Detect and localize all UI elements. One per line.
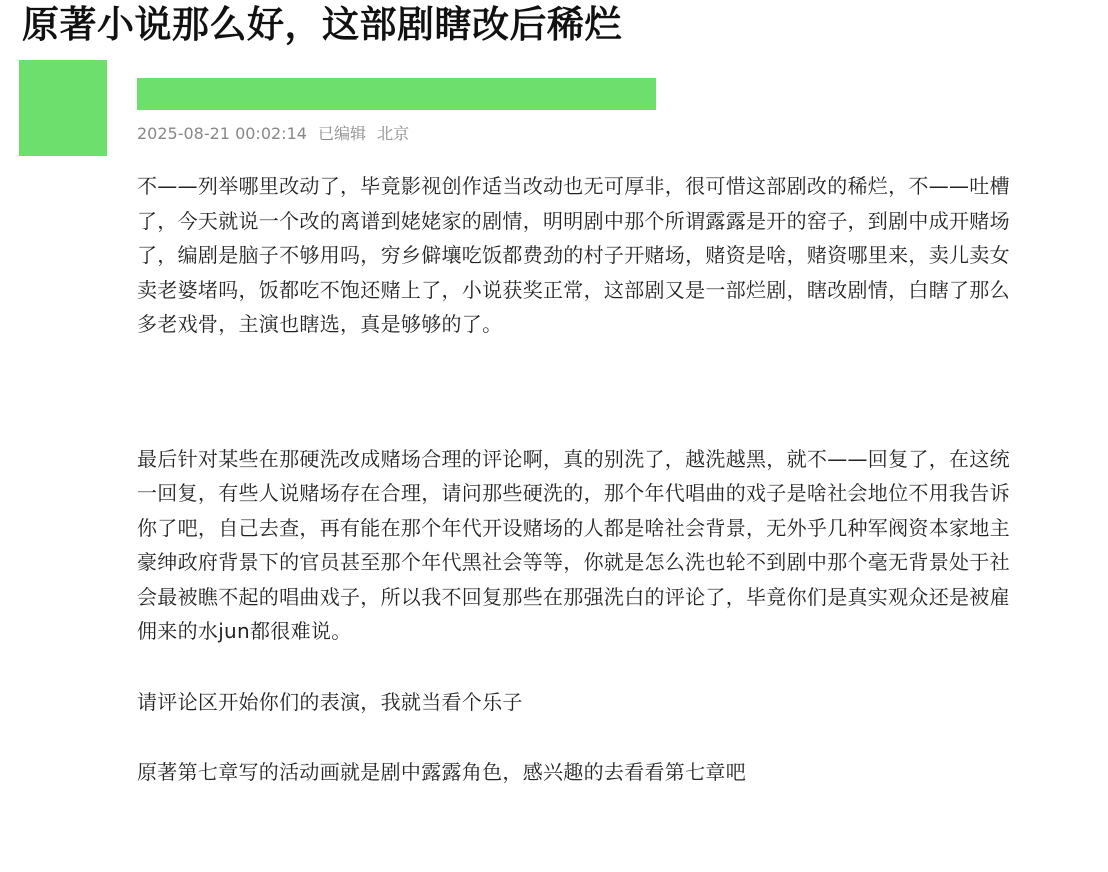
author-name-redacted[interactable] <box>137 78 656 110</box>
post-timestamp: 2025-08-21 00:02:14 <box>137 124 307 143</box>
post-meta <box>137 123 409 145</box>
paragraph-3: 请评论区开始你们的表演，我就当看个乐子 <box>137 689 523 714</box>
paragraph-2: 最后针对某些在那硬洗改成赌场合理的评论啊，真的别洗了，越洗越黑，就不——回复了，在这统 一回复，有些人说赌场存在合理，请问那些硬洗的，那个年代唱曲的戏子是啥社会地位不用我告诉 你了吧，自己去查，再有能在那个年代开设赌场的人都是啥社会背景，无外乎几种军阀资本家地主 豪绅政府背景下的官员甚至那个年代黑社会等等，你就是怎么洗也轮不到剧中那个毫无背景处于社 会最被瞧不起的唱曲戏子，所以我不回复那些在那强洗白的评论了，毕竟你们是真实观众还是被雇 佣来的水jun都很难说。 <box>137 446 1010 643</box>
post-location: 北京 <box>377 124 410 143</box>
article-body <box>137 169 1089 790</box>
paragraph-4: 原著第七章写的活动画就是剧中露露角色，感兴趣的去看看第七章吧 <box>137 760 746 784</box>
avatar[interactable] <box>19 60 107 156</box>
edited-label: 已编辑 <box>318 124 367 143</box>
paragraph-1: 不——列举哪里改动了，毕竟影视创作适当改动也无可厚非，很可惜这部剧改的稀烂，不——吐槽 了，今天就说一个改的离谱到姥姥家的剧情，明明剧中那个所谓露露是开的窑子，到剧中成开赌场 了，编剧是脑子不够用吗，穷乡僻壤吃饭都费劲的村子开赌场，赌资是啥，赌资哪里来，卖儿卖女 卖老婆堵吗，饭都吃不饱还赌上了，小说获奖正常，这部剧又是一部烂剧，瞎改剧情，白瞎了那么 多老戏骨，主演也瞎选，真是够够的了。 <box>137 174 1010 336</box>
article-title: 原著小说那么好，这部剧瞎改后稀烂 <box>22 3 622 46</box>
